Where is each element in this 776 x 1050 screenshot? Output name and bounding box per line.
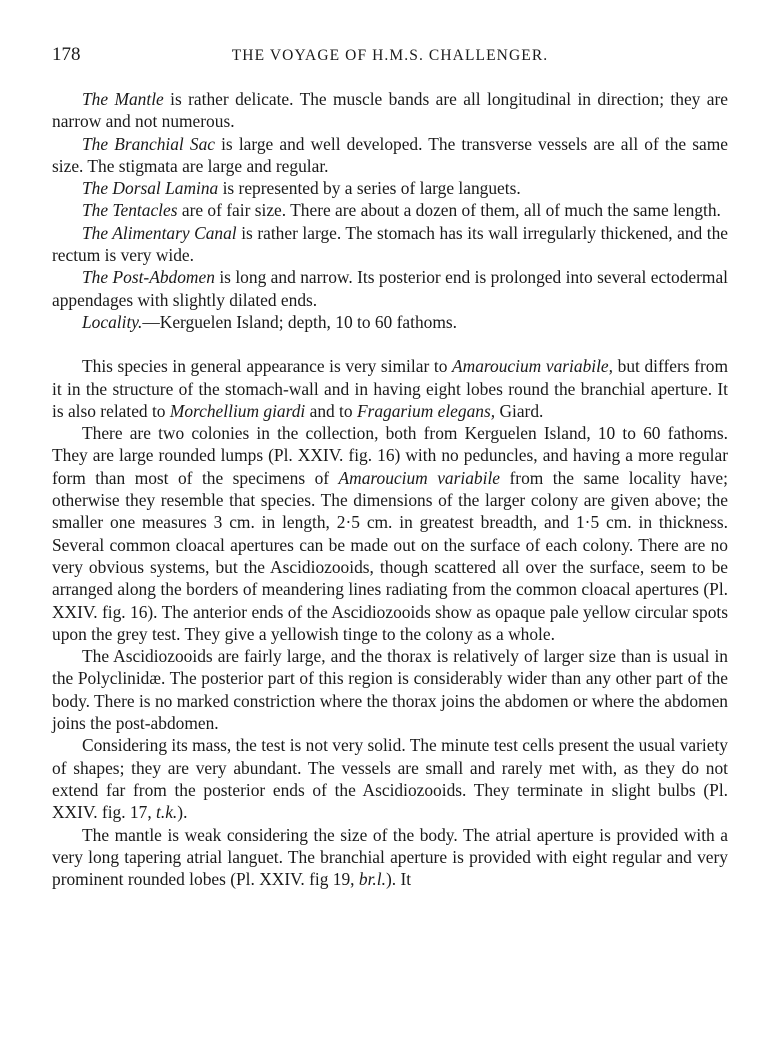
description-dorsal-lamina <box>52 177 728 199</box>
text-run: ). It <box>385 869 412 890</box>
page-body <box>52 88 728 890</box>
text-run: Considering its mass, the test is not very solid. The minute test cells present the usual variety of shapes; they are very abundant. The vessels are small and rarely met with, as they do not extend far from the posterior ends of the Ascidiozooids. They terminate in slight bulbs (Pl. XXIV. fig. 17, <box>52 735 728 823</box>
description-text: is long and narrow. Its posterior end is prolonged into several ectodermal appendages with slightly dilated ends. <box>52 267 728 310</box>
description-text: —Kerguelen Island; depth, 10 to 60 fathoms. <box>142 311 457 332</box>
figure-reference: t.k. <box>156 802 178 823</box>
description-label: The Tentacles <box>82 200 178 221</box>
description-text: is represented by a series of large languets. <box>218 178 521 199</box>
text-run: from the same locality have; otherwise they resemble that species. The dimensions of the larger colony are given above; the smaller one measures 3 cm. in length, 2·5 cm. in greatest breadth, and 1·5 cm. in thickness. Several common cloacal apertures can be made out on the surface of each colony. There are no very obvious systems, but the Ascidiozooids, though scattered all over the surface, seem to be arranged along the borders of meandering lines radiating from the common cloacal apertures (Pl. XXIV. fig. 16). The anterior ends of the Ascidiozooids show as opaque pale yellow circular spots upon the grey test. They give a yellowish tinge to the colony as a whole. <box>52 467 728 644</box>
species-name: Fragarium elegans, <box>356 400 496 421</box>
description-mantle <box>52 88 728 133</box>
description-branchial-sac <box>52 133 728 178</box>
description-locality <box>52 311 728 333</box>
species-name: Amaroucium variabile <box>338 467 501 488</box>
page-header <box>52 44 728 70</box>
description-post-abdomen <box>52 266 728 311</box>
page-number: 178 <box>52 44 81 65</box>
text-run: Giard. <box>495 400 544 421</box>
description-tentacles <box>52 199 728 221</box>
description-label: Locality. <box>82 311 143 332</box>
description-label: The Post-Abdomen <box>82 267 215 288</box>
figure-reference: br.l. <box>358 869 386 890</box>
paragraph-colonies <box>52 422 728 645</box>
text-run: and to <box>305 400 357 421</box>
paragraph-comparison <box>52 355 728 422</box>
species-name: Amaroucium variabile, <box>452 356 613 377</box>
text-run: but differs from it in the structure of the stomach-wall and in having eight lobes round the branchial aperture. It is also related to <box>52 356 728 421</box>
description-label: The Branchial Sac <box>82 133 215 154</box>
description-text: is rather delicate. The muscle bands are all longitudinal in direction; they are narrow and not numerous. <box>52 89 728 132</box>
description-label: The Alimentary Canal <box>82 222 237 243</box>
species-name: Morchellium giardi <box>169 400 306 421</box>
description-text: is rather large. The stomach has its wall irregularly thickened, and the rectum is very wide. <box>52 222 728 266</box>
text-run: ). <box>177 802 188 823</box>
text-run: This species in general appearance is very similar to <box>82 356 453 377</box>
text-run: There are two colonies in the collection, both from Kerguelen Island, 10 to 60 fathoms. They are large rounded lumps (Pl. XXIV. fig. 16) with no peduncles, and having a more regular form than most of the specimens of <box>52 423 728 488</box>
paragraph-test <box>52 734 728 823</box>
description-label: The Mantle <box>82 89 164 109</box>
paragraph-ascidiozooids: The Ascidiozooids are fairly large, and the thorax is relatively of larger size than is usual in the Polyclinidæ. The posterior part of this region is considerably wider than any other part of the body. There is no marked constriction where the thorax joins the abdomen or where the abdomen joins the post-abdomen. <box>52 646 728 734</box>
paragraph-mantle <box>52 824 728 891</box>
running-title: THE VOYAGE OF H.M.S. CHALLENGER. <box>231 47 549 64</box>
description-alimentary-canal <box>52 222 728 267</box>
description-text: are of fair size. There are about a dozen of them, all of much the same length. <box>177 200 721 221</box>
description-label: The Dorsal Lamina <box>82 178 219 199</box>
description-text: is large and well developed. The transverse vessels are all of the same size. The stigmata are large and regular. <box>52 133 728 176</box>
text-run: The mantle is weak considering the size of the body. The atrial aperture is provided with a very long tapering atrial languet. The branchial aperture is provided with eight regular and very prominent rounded lobes (Pl. XXIV. fig 19, <box>52 824 728 890</box>
